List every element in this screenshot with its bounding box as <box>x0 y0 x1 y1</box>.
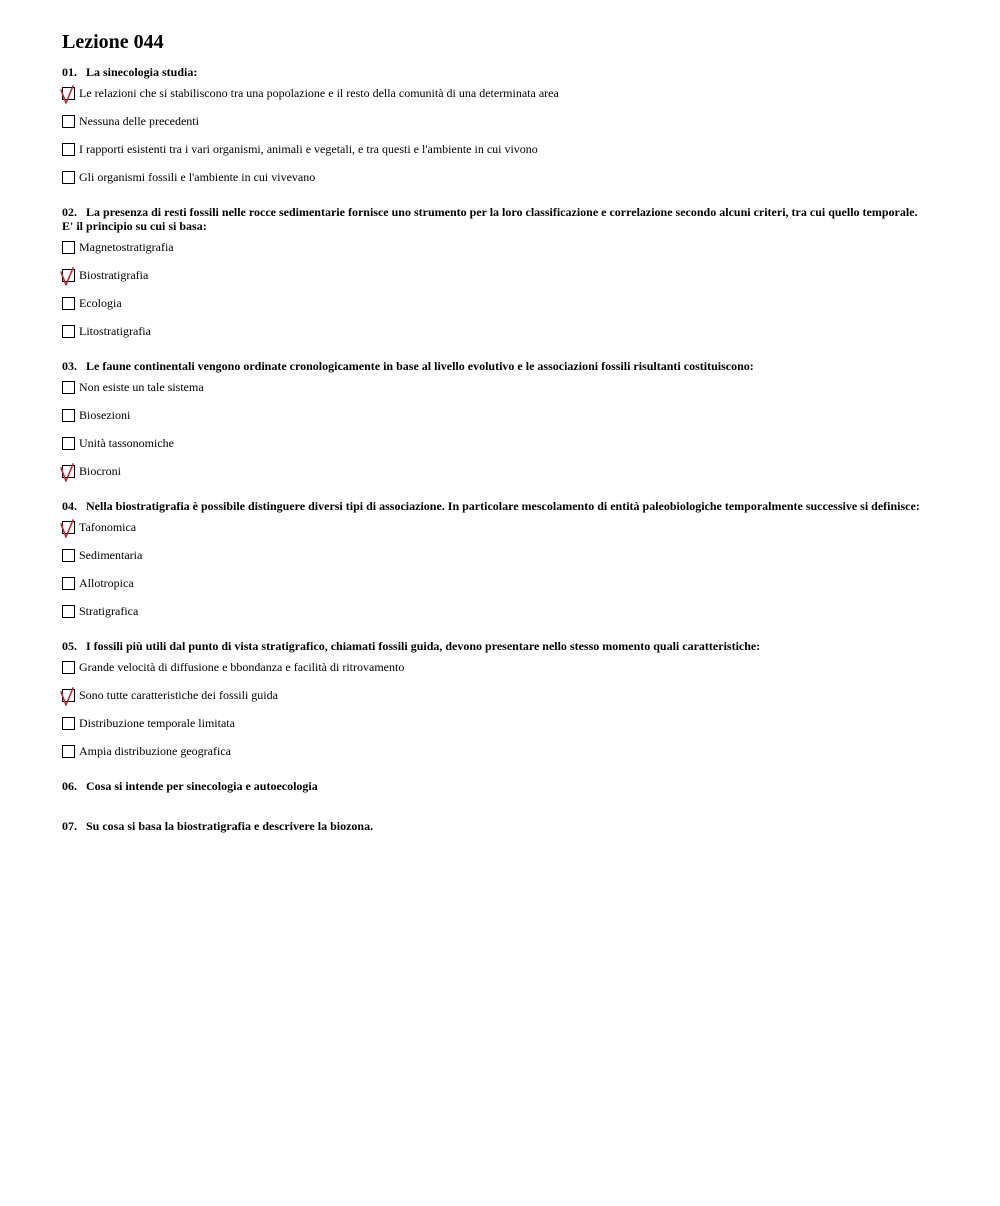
answer-checkbox[interactable] <box>62 269 75 282</box>
question-number: 04. <box>62 499 77 513</box>
question-number: 06. <box>62 779 77 793</box>
question-prompt: Su cosa si basa la biostratigrafia e descrivere la biozona. <box>86 819 374 833</box>
answer-label: Gli organismi fossili e l'ambiente in cui vivevano <box>79 170 316 184</box>
answer-label: Allotropica <box>79 576 134 590</box>
answer-checkbox[interactable] <box>62 381 75 394</box>
answer-checkbox[interactable] <box>62 745 75 758</box>
checkmark-icon <box>59 267 79 289</box>
answer-option[interactable] <box>62 295 922 311</box>
answer-label: Ampia distribuzione geografica <box>79 744 231 758</box>
question-prompt: La sinecologia studia: <box>86 65 198 79</box>
answer-checkbox[interactable] <box>62 143 75 156</box>
question-text <box>62 639 922 653</box>
question-text <box>62 359 922 373</box>
answer-checkbox[interactable] <box>62 605 75 618</box>
document-page <box>62 30 922 859</box>
question-number: 07. <box>62 819 77 833</box>
answer-option[interactable] <box>62 659 922 675</box>
answer-checkbox[interactable] <box>62 297 75 310</box>
answer-checkbox[interactable] <box>62 549 75 562</box>
question-prompt: Nella biostratigrafia è possibile distinguere diversi tipi di associazione. In particolare mescolamento di entità paleobiologiche temporalmente successive si definisce: <box>86 499 920 513</box>
answer-checkbox[interactable] <box>62 465 75 478</box>
question-block <box>62 639 922 779</box>
answer-checkbox[interactable] <box>62 717 75 730</box>
checkmark-icon <box>59 519 79 541</box>
answer-label: Litostratigrafia <box>79 324 151 338</box>
question-block <box>62 65 922 205</box>
question-prompt: I fossili più utili dal punto di vista stratigrafico, chiamati fossili guida, devono presentare nello stesso momento quali caratteristiche: <box>86 639 761 653</box>
question-text <box>62 819 922 833</box>
answer-label: Tafonomica <box>79 520 137 534</box>
answer-label: Nessuna delle precedenti <box>79 114 199 128</box>
answer-label: Biostratigrafia <box>79 268 149 282</box>
answer-label: Ecologia <box>79 296 122 310</box>
answer-option[interactable] <box>62 463 922 479</box>
answer-checkbox[interactable] <box>62 409 75 422</box>
question-text <box>62 205 922 233</box>
page-title: Lezione 044 <box>62 31 164 53</box>
answer-label: Magnetostratigrafia <box>79 240 174 254</box>
answer-checkbox[interactable] <box>62 661 75 674</box>
answer-label: Non esiste un tale sistema <box>79 380 204 394</box>
answer-option[interactable] <box>62 715 922 731</box>
answer-checkbox[interactable] <box>62 437 75 450</box>
answer-option[interactable] <box>62 169 922 185</box>
question-block <box>62 499 922 639</box>
question-text <box>62 779 922 793</box>
question-block <box>62 359 922 499</box>
question-text <box>62 499 922 513</box>
answer-checkbox[interactable] <box>62 325 75 338</box>
answer-option[interactable] <box>62 323 922 339</box>
answer-checkbox[interactable] <box>62 577 75 590</box>
answer-label: Biosezioni <box>79 408 131 422</box>
open-question-block <box>62 819 922 833</box>
answer-checkbox[interactable] <box>62 521 75 534</box>
checkmark-icon <box>59 85 79 107</box>
question-number: 01. <box>62 65 77 79</box>
answer-label: Unità tassonomiche <box>79 436 174 450</box>
answer-label: Sono tutte caratteristiche dei fossili guida <box>79 688 278 702</box>
question-number: 02. <box>62 205 77 219</box>
open-question-block <box>62 779 922 793</box>
answer-option[interactable] <box>62 547 922 563</box>
answer-checkbox[interactable] <box>62 171 75 184</box>
answer-option[interactable] <box>62 575 922 591</box>
question-prompt: Cosa si intende per sinecologia e autoecologia <box>86 779 318 793</box>
answer-option[interactable] <box>62 743 922 759</box>
answer-option[interactable] <box>62 519 922 535</box>
checkmark-icon <box>59 463 79 485</box>
answer-checkbox[interactable] <box>62 241 75 254</box>
answer-option[interactable] <box>62 113 922 129</box>
answer-label: I rapporti esistenti tra i vari organismi, animali e vegetali, e tra questi e l'ambiente in cui vivono <box>79 142 538 156</box>
question-number: 05. <box>62 639 77 653</box>
question-block <box>62 205 922 359</box>
answer-option[interactable] <box>62 239 922 255</box>
answer-label: Grande velocità di diffusione e bbondanza e facilità di ritrovamento <box>79 660 405 674</box>
answer-label: Biocroni <box>79 464 121 478</box>
open-question-list <box>62 779 922 833</box>
answer-label: Distribuzione temporale limitata <box>79 716 235 730</box>
answer-option[interactable] <box>62 407 922 423</box>
question-prompt: Le faune continentali vengono ordinate cronologicamente in base al livello evolutivo e le associazioni fossili risultanti costituiscono: <box>86 359 754 373</box>
answer-label: Le relazioni che si stabiliscono tra una popolazione e il resto della comunità di una determinata area <box>79 86 559 100</box>
answer-option[interactable] <box>62 603 922 619</box>
answer-checkbox[interactable] <box>62 689 75 702</box>
answer-label: Stratigrafica <box>79 604 139 618</box>
answer-option[interactable] <box>62 379 922 395</box>
question-number: 03. <box>62 359 77 373</box>
answer-checkbox[interactable] <box>62 87 75 100</box>
answer-option[interactable] <box>62 687 922 703</box>
question-text <box>62 65 922 79</box>
answer-option[interactable] <box>62 267 922 283</box>
question-prompt: La presenza di resti fossili nelle rocce sedimentarie fornisce uno strumento per la loro classificazione e correlazione secondo alcuni criteri, tra cui quello temporale. E' il principio su cui si basa: <box>62 205 918 233</box>
answer-option[interactable] <box>62 141 922 157</box>
answer-checkbox[interactable] <box>62 115 75 128</box>
answer-option[interactable] <box>62 85 922 101</box>
checkmark-icon <box>59 687 79 709</box>
answer-label: Sedimentaria <box>79 548 143 562</box>
answer-option[interactable] <box>62 435 922 451</box>
question-list <box>62 65 922 779</box>
